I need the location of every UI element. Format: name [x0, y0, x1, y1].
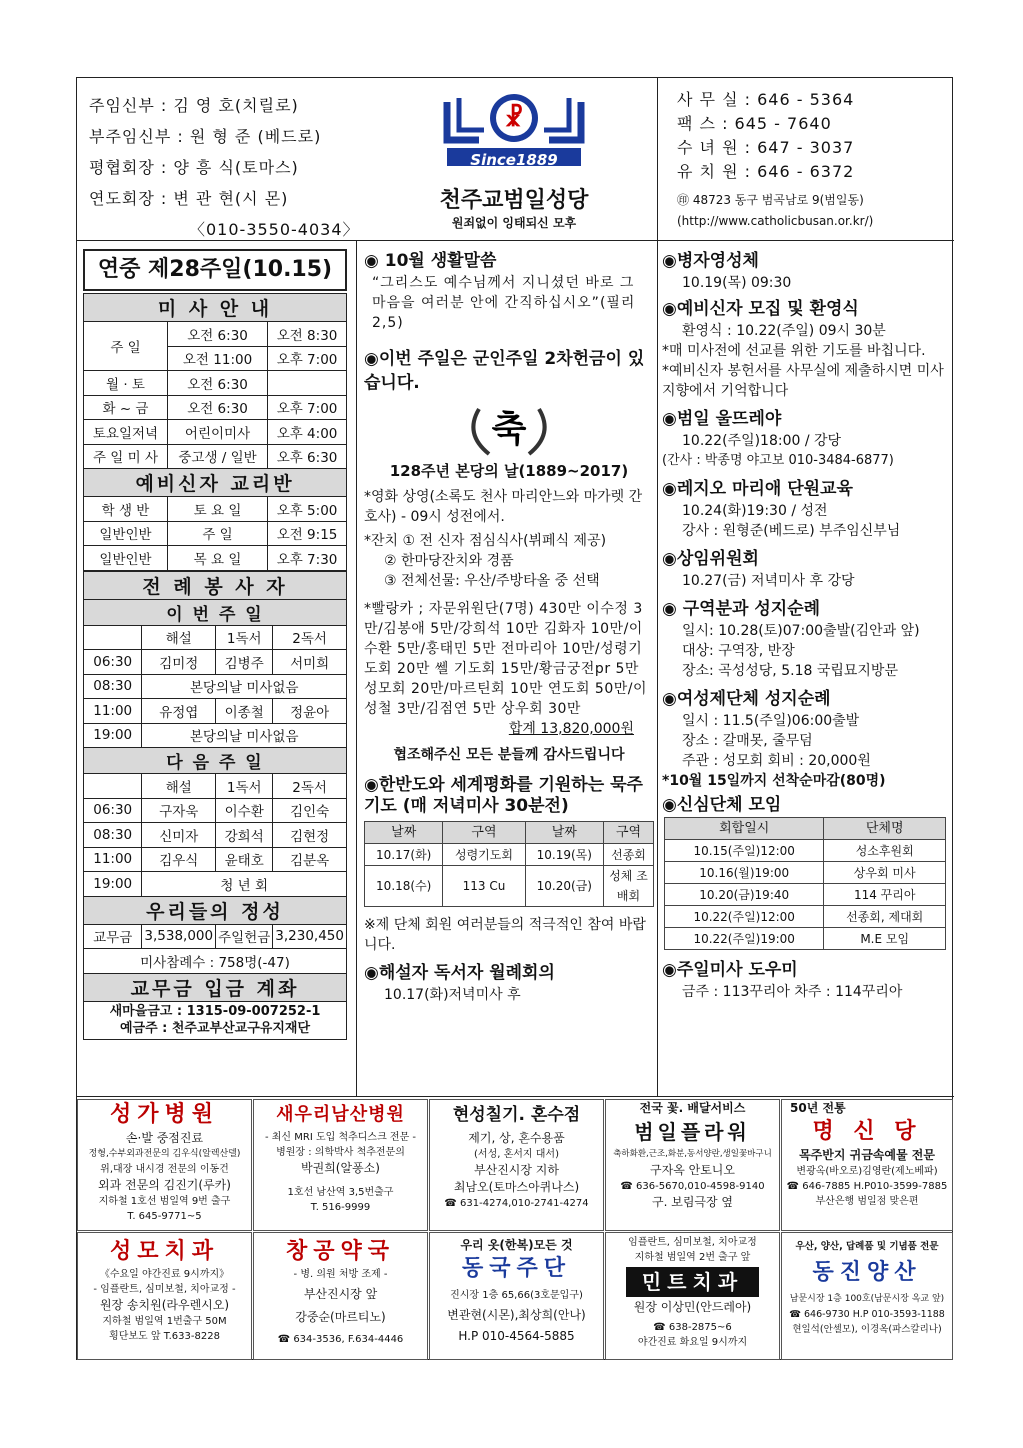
ad-line: ☎ 634-3536, F.634-4446 — [277, 1334, 404, 1345]
fax: 팩 스 : 645 - 7640 — [677, 114, 832, 133]
legio-heading: ◉레지오 마리애 단원교육 — [662, 479, 853, 499]
cell: 2독서 — [273, 625, 347, 650]
ad-line: 지하철 범일역 1번출구 50M — [102, 1316, 227, 1327]
ad-tagline: 임플란트, 심미보철, 치아교정 — [628, 1237, 757, 1248]
devotion-heading: ◉신심단체 모임 — [662, 795, 782, 815]
ad-card — [253, 1232, 428, 1360]
women-pilgrimage-place: 장소 : 갈매못, 줄무덤 — [682, 733, 813, 749]
cell — [84, 625, 142, 650]
cell: 구역 — [443, 822, 525, 844]
ad-line: T. 516-9999 — [310, 1202, 371, 1213]
cell: 회합일시 — [665, 818, 824, 840]
cell: 오후 5:00 — [268, 497, 347, 522]
cell: 정윤아 — [273, 699, 347, 724]
cell: 오전 6:30 — [168, 322, 268, 347]
donation-total: 합계 13,820,000원 — [508, 721, 634, 737]
ad-line: 원장 송치원(라우렌시오) — [99, 1298, 230, 1312]
cell: 윤태호 — [216, 847, 273, 872]
catechumen-note: *예비신자 봉헌서를 사무실에 제출하시면 미사지향에서 기억합니다 — [662, 363, 944, 399]
legio-lecturer: 강사 : 원형준(베드로) 부주임신부님 — [682, 523, 901, 539]
rosary-table — [364, 821, 654, 907]
ad-title: 현성칠기. 혼수점 — [452, 1105, 581, 1125]
ad-line: 《수요일 야간진료 9시까지》 — [99, 1269, 230, 1280]
mass-helper-heading: ◉주일미사 도우미 — [662, 960, 798, 980]
account-title: 교무금 입금 계좌 — [84, 973, 347, 1001]
ad-line: 현일석(안셀모), 이경옥(파스칼리나) — [792, 1324, 942, 1335]
cell: 오전 9:15 — [268, 521, 347, 546]
ad-line: ☎ 646-7885 H.P010-3599-7885 — [786, 1181, 948, 1192]
cell: 서미희 — [273, 650, 347, 675]
ad-line: ☎ 638-2875~6 — [653, 1322, 732, 1333]
anniversary-title: 128주년 본당의 날(1889~2017) — [389, 462, 629, 480]
cell: 토요일저녁 — [84, 420, 168, 445]
cell: 오후 7:30 — [268, 546, 347, 571]
cell: 구자욱 — [142, 798, 216, 823]
cell: 일반인반 — [84, 546, 168, 571]
cell: 김미정 — [142, 650, 216, 675]
ad-tagline: 전국 꽃. 배달서비스 — [639, 1101, 746, 1115]
cell: M.E 모임 — [824, 928, 946, 950]
celebration-emblem — [364, 399, 654, 459]
cell — [84, 774, 142, 799]
sick-communion-heading: ◉병자영성체 — [662, 251, 759, 271]
ad-card — [77, 1232, 252, 1360]
cell: 11:00 — [84, 847, 142, 872]
ad-card — [781, 1232, 953, 1360]
cell: 월 · 토 — [84, 371, 168, 396]
cell: 강희석 — [216, 823, 273, 848]
cell: 오전 6:30 — [168, 371, 268, 396]
ad-card — [253, 1099, 428, 1231]
cell: 오후 4:00 — [268, 420, 347, 445]
contacts — [677, 88, 947, 230]
military-sunday-notice: ◉이번 주일은 군인주일 2차헌금이 있습니다. — [364, 349, 645, 393]
ad-line: 진시장 1층 65,66(3호문입구) — [450, 1290, 583, 1301]
ad-line: 부산진시장 지하 — [474, 1163, 559, 1177]
cell: 교무금 — [84, 924, 142, 949]
pilgrimage-place: 장소: 곡성성당, 5.18 국립묘지방문 — [682, 663, 898, 679]
ad-line: 제기, 상, 혼수용품 — [468, 1131, 565, 1145]
cell: 08:30 — [84, 674, 142, 699]
ad-title: 범일플라워 — [634, 1120, 751, 1144]
cell: 오전 11:00 — [168, 346, 268, 371]
ad-title: 성가병원 — [109, 1102, 219, 1127]
cell: 06:30 — [84, 650, 142, 675]
ad-line: 손·발 중점진료 — [125, 1131, 204, 1145]
church-subtitle: 원죄없이 잉태되신 모후 — [451, 216, 577, 230]
cell: 오후 6:30 — [268, 444, 347, 469]
ad-line: 목주반지 귀금속예물 전문 — [799, 1148, 935, 1162]
donation-list: *빨랑카 ; 자문위원단(7명) 430만 이수정 3만/김봉애 5만/강희석 10만 김화자 10만/이수환 5만/홍태민 5만 전마리아 10만/성령기도회 20만 쎌 기도회 15만/황금궁전pr 5만 성모회 20만/마르틴회 10만 연도회 50만/이성철 3만/김점연 5만 상우회 30만 — [364, 601, 648, 717]
cell: 10.20(금)19:40 — [665, 884, 824, 906]
pastor: 주임신부 : 김 영 호(치릴로) — [89, 96, 299, 115]
ad-line: 구. 보림극장 옆 — [652, 1195, 733, 1209]
feast-item: ② 한마당잔치와 경품 — [384, 553, 514, 569]
feast-item: ③ 전체선물: 우산/주방타올 중 선택 — [384, 573, 600, 589]
convent-phone: 수 녀 원 : 647 - 3037 — [677, 138, 855, 157]
ad-line: - 병. 의원 처방 조제 - — [293, 1269, 388, 1280]
cell: 10.22(주일)19:00 — [665, 928, 824, 950]
ad-line: H.P 010-4564-5885 — [458, 1329, 575, 1343]
divider — [657, 78, 658, 241]
feast-heading: *잔치 ① 전 신자 점심식사(뷔페식 제공) — [364, 533, 607, 549]
ad-line: ☎ 636-5670,010-4598-9140 — [620, 1181, 765, 1192]
ultreya-text: 10.22(주일)18:00 / 강당 — [682, 433, 842, 449]
ad-line: 남문시장 1층 100호(남문시장 옥교 앞) — [789, 1294, 945, 1304]
ad-card — [605, 1099, 780, 1231]
phone: 〈010-3550-4034〉 — [189, 220, 360, 239]
kindergarten-phone: 유 치 원 : 646 - 6372 — [677, 162, 855, 181]
ad-line: 부산진시장 앞 — [303, 1287, 378, 1301]
cell: 10.16(월)19:00 — [665, 862, 824, 884]
cell: 3,230,450 — [273, 924, 347, 949]
ad-line: 최남오(토마스아퀴나스) — [453, 1180, 580, 1194]
cell: 일반인반 — [84, 521, 168, 546]
cell: 김분옥 — [273, 847, 347, 872]
cell: 유정엽 — [142, 699, 216, 724]
cell: 본당의날 미사없음 — [142, 674, 347, 699]
assistant-pastor: 부주임신부 : 원 형 준 (베드로) — [89, 127, 322, 146]
cell: 3,538,000 — [142, 924, 216, 949]
ad-title: 창공약국 — [285, 1239, 395, 1264]
this-week-title: 이 번 주 일 — [84, 599, 347, 625]
cell: 10.20(금) — [525, 866, 603, 907]
cell: 10.18(수) — [365, 866, 443, 907]
account-holder: 예금주 : 천주교부산교구유지재단 — [119, 1021, 311, 1036]
cell: 중고생 / 일반 — [168, 444, 268, 469]
office-phone: 사 무 실 : 646 - 5364 — [677, 90, 855, 109]
cell: 10.17(화) — [365, 844, 443, 866]
cell: 이종철 — [216, 699, 273, 724]
ad-line: 강중순(마르티노) — [295, 1310, 386, 1324]
reader-meeting-text: 10.17(화)저녁미사 후 — [384, 987, 521, 1003]
cell: 선종회 — [604, 844, 654, 866]
ad-line: 외과 전문의 김진기(루카) — [98, 1178, 231, 1192]
cell: 주일헌금 — [216, 924, 273, 949]
ad-line: 횡단보도 앞 T.633-8228 — [109, 1331, 220, 1342]
thanks-note: 협조해주신 모든 분들께 감사드립니다 — [393, 747, 625, 763]
committee-heading: ◉상임위원회 — [662, 549, 759, 569]
account-info — [84, 1001, 347, 1039]
catechumen-heading: ◉예비신자 모집 및 환영식 — [662, 299, 859, 319]
ad-line: 구자옥 안토니오 — [650, 1163, 735, 1177]
ad-title: 민트치과 — [626, 1267, 759, 1297]
svg-text:☧: ☧ — [504, 103, 524, 132]
clergy-list — [89, 90, 360, 239]
women-pilgrimage-host: 주관 : 성모회 회비 : 20,000원 — [682, 753, 871, 769]
chuk-glyph: 축 — [491, 409, 527, 450]
cell: 김현정 — [273, 823, 347, 848]
cell: 2독서 — [273, 774, 347, 799]
cell: 해설 — [142, 774, 216, 799]
servers-title: 전 례 봉 사 자 — [84, 571, 347, 599]
church-name: 천주교범일성당 — [439, 188, 589, 213]
ad-card — [77, 1099, 252, 1231]
ad-title: 성모치과 — [109, 1239, 219, 1264]
ad-line: 위,대장 내시경 전문의 이동건 — [100, 1164, 229, 1175]
mass-title: 미 사 안 내 — [84, 294, 347, 322]
ad-tagline: 우산, 양산, 답례품 및 기념품 전문 — [795, 1241, 939, 1252]
pilgrimage-date: 일시: 10.28(토)07:00출발(김안과 앞) — [682, 623, 920, 639]
cell: 1독서 — [216, 625, 273, 650]
ad-card — [429, 1099, 604, 1231]
meetings-table — [664, 817, 946, 950]
cell: 10.22(주일)12:00 — [665, 906, 824, 928]
ad-title: 새우리남산병원 — [276, 1104, 405, 1125]
news-column — [364, 249, 654, 1005]
schedule-column — [83, 249, 347, 1040]
ad-line: 병원장 : 의학박사 척추전문의 — [276, 1147, 405, 1158]
ad-line: T. 645-9771~5 — [127, 1211, 202, 1222]
movie-notice: *영화 상영(소록도 천사 마리안느와 마가렛 간호사) - 09시 성전에서. — [364, 489, 643, 525]
cell: 단체명 — [824, 818, 946, 840]
cell: 해설 — [142, 625, 216, 650]
cell: 성소후원회 — [824, 840, 946, 862]
cell: 10.15(주일)12:00 — [665, 840, 824, 862]
cell: 청 년 회 — [142, 872, 347, 897]
cell: 김우식 — [142, 847, 216, 872]
cell: 오전 6:30 — [168, 395, 268, 420]
committee-text: 10.27(금) 저녁미사 후 강당 — [682, 573, 855, 589]
ad-tagline: 우리 옷(한복)모든 것 — [460, 1238, 573, 1252]
ad-line: 야간진료 화요일 9시까지 — [637, 1337, 748, 1348]
ad-line: 지하철 1호선 범일역 9번 출구 — [98, 1196, 231, 1207]
laurel-icon — [454, 399, 564, 459]
account-number: 새마을금고 : 1315-09-007252-1 — [109, 1004, 321, 1019]
website-url[interactable]: (http://www.catholicbusan.or.kr/) — [677, 214, 874, 228]
catechism-title: 예비신자 교리반 — [84, 469, 347, 497]
rosary-heading: ◉한반도와 세계평화를 기원하는 묵주기도 (매 저녁미사 30분전) — [364, 775, 643, 816]
ad-line: - 최신 MRI 도입 척추디스크 전문 - — [264, 1132, 417, 1143]
cell: 114 꾸리아 — [824, 884, 946, 906]
cell — [268, 371, 347, 396]
monthly-word-heading: ◉ 10월 생활말씀 — [364, 251, 497, 271]
ad-line: (서성, 혼서지 대서) — [474, 1149, 559, 1160]
ad-line: 1호선 남산역 3,5번출구 — [287, 1187, 394, 1198]
ad-line: 축하화환,근조,화분,동서양란,생일꽃바구니 — [613, 1149, 772, 1159]
sunday-title: 연중 제28주일(10.15) — [83, 249, 347, 291]
ad-title: 동진양산 — [812, 1260, 922, 1285]
sunday-label: 주 일 — [84, 322, 168, 371]
cell: 11:00 — [84, 699, 142, 724]
ad-line: ☎ 646-9730 H.P 010-3593-1188 — [789, 1309, 945, 1320]
cell: 113 Cu — [443, 866, 525, 907]
notices-column — [662, 249, 950, 1002]
yeondo-president: 연도회장 : 변 관 현(시 몬) — [89, 189, 289, 208]
ad-line: 부산은행 범일점 맞은편 — [815, 1196, 919, 1207]
cell: 08:30 — [84, 823, 142, 848]
pilgrimage-heading: ◉ 구역분과 성지순례 — [662, 599, 821, 619]
cell: 오후 7:00 — [268, 395, 347, 420]
ad-line: ☎ 631-4274,010-2741-4274 — [444, 1198, 589, 1209]
legio-text: 10.24(화)19:30 / 성전 — [682, 503, 828, 519]
cell: 화 ~ 금 — [84, 395, 168, 420]
cell: 오후 7:00 — [268, 346, 347, 371]
pilgrimage-target: 대상: 구역장, 반장 — [682, 643, 795, 659]
cell: 성체 조배회 — [604, 866, 654, 907]
divider — [356, 241, 357, 1096]
ad-line: 정형,수부외과전문의 김우식(알렉산델) — [88, 1149, 241, 1159]
cell: 이수환 — [216, 798, 273, 823]
ad-card — [429, 1232, 604, 1360]
mass-schedule-table — [83, 293, 347, 571]
servers-table — [83, 571, 347, 1040]
cell: 10.19(목) — [525, 844, 603, 866]
ad-line: 변광옥(바오로)김영란(제노베파) — [796, 1166, 938, 1177]
ultreya-contact: (간사 : 박종명 야고보 010-3484-6877) — [662, 453, 894, 468]
mass-helper-text: 금주 : 113꾸리아 차주 : 114꾸리아 — [682, 984, 903, 1000]
cell: 06:30 — [84, 798, 142, 823]
women-pilgrimage-deadline: *10월 15일까지 선착순마감(80명) — [662, 773, 886, 789]
catechumen-text: 환영식 : 10.22(주일) 09시 30분 — [682, 323, 886, 339]
cell: 날짜 — [525, 822, 603, 844]
sick-communion-text: 10.19(목) 09:30 — [682, 275, 792, 291]
church-logo — [429, 92, 599, 237]
ad-card — [781, 1099, 953, 1231]
header — [77, 78, 954, 241]
cell: 신미자 — [142, 823, 216, 848]
ad-title: 동국주단 — [461, 1256, 571, 1281]
cell: 19:00 — [84, 723, 142, 748]
ad-line: - 임플란트, 심미보철, 치아교정 - — [93, 1284, 236, 1295]
ultreya-heading: ◉범일 울뜨레야 — [662, 409, 782, 429]
cell: 주 일 — [168, 521, 268, 546]
cell: 19:00 — [84, 872, 142, 897]
cell: 토 요 일 — [168, 497, 268, 522]
cell: 오전 8:30 — [268, 322, 347, 347]
ad-line: 박권희(알퐁소) — [301, 1161, 380, 1175]
cell: 날짜 — [365, 822, 443, 844]
next-week-title: 다 음 주 일 — [84, 748, 347, 774]
ad-line: 원장 이상민(안드레아) — [633, 1300, 752, 1314]
cell: 1독서 — [216, 774, 273, 799]
women-pilgrimage-heading: ◉여성제단체 성지순례 — [662, 689, 831, 709]
women-pilgrimage-date: 일시 : 11.5(주일)06:00출발 — [682, 713, 860, 729]
reader-meeting-heading: ◉해설자 독서자 월례회의 — [364, 963, 555, 983]
cell: 학 생 반 — [84, 497, 168, 522]
advertisements — [77, 1096, 954, 1361]
ad-line: 지하철 범일역 2번 출구 앞 — [634, 1252, 751, 1263]
ad-title: 명 신 당 — [812, 1119, 922, 1144]
offering-title: 우리들의 정성 — [84, 896, 347, 924]
cell: 본당의날 미사없음 — [142, 723, 347, 748]
ad-line: 변관현(시몬),최상희(안나) — [447, 1308, 586, 1322]
cell: 구역 — [604, 822, 654, 844]
address: ㊞ 48723 동구 범곡남로 9(범일동) — [677, 193, 864, 207]
divider — [657, 241, 658, 1096]
catechumen-note: *매 미사전에 선교를 위한 기도를 바칩니다. — [662, 343, 926, 359]
logo-since: Since1889 — [470, 151, 558, 169]
cell: 선종회, 제대회 — [824, 906, 946, 928]
cell: 상우회 미사 — [824, 862, 946, 884]
council-president: 평협회장 : 양 흥 식(토마스) — [89, 158, 299, 177]
cell: 어린이미사 — [168, 420, 268, 445]
attendance: 미사참례수 : 758명(-47) — [84, 949, 347, 974]
monthly-word-text: “그리스도 예수님께서 지니셨던 바로 그 마음을 여러분 안에 간직하십시오”(필리 2,5) — [372, 275, 636, 331]
cell: 목 요 일 — [168, 546, 268, 571]
ad-tagline: 50년 전통 — [790, 1101, 846, 1115]
cell: 김병주 — [216, 650, 273, 675]
cell: 김인숙 — [273, 798, 347, 823]
bulletin-page — [76, 77, 953, 1360]
ad-card — [605, 1232, 780, 1360]
participation-note: ※제 단체 회원 여러분들의 적극적인 참여 바랍니다. — [364, 917, 646, 953]
cell: 성령기도회 — [443, 844, 525, 866]
cell: 주 일 미 사 — [84, 444, 168, 469]
